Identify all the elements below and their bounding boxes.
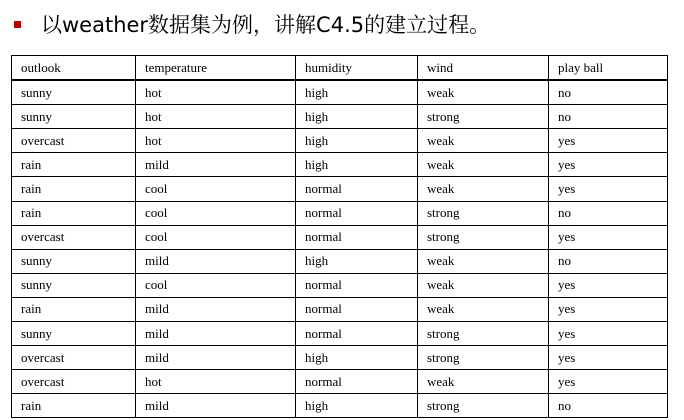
table-row bbox=[12, 273, 668, 297]
cell-play-ball: no bbox=[549, 201, 668, 225]
cell-temperature: cool bbox=[136, 177, 296, 201]
cell-play-ball: yes bbox=[549, 322, 668, 346]
cell-play-ball: no bbox=[549, 80, 668, 105]
cell-outlook: overcast bbox=[12, 225, 136, 249]
slide-heading bbox=[10, 8, 490, 40]
table-row bbox=[12, 346, 668, 370]
cell-wind: weak bbox=[418, 129, 549, 153]
cell-temperature: mild bbox=[136, 249, 296, 273]
table-row bbox=[12, 249, 668, 273]
cell-humidity: high bbox=[296, 80, 418, 105]
cell-temperature: hot bbox=[136, 129, 296, 153]
table-row bbox=[12, 370, 668, 394]
cell-outlook: sunny bbox=[12, 249, 136, 273]
cell-temperature: cool bbox=[136, 273, 296, 297]
cell-play-ball: yes bbox=[549, 346, 668, 370]
cell-wind: strong bbox=[418, 201, 549, 225]
cell-humidity: normal bbox=[296, 225, 418, 249]
table-row bbox=[12, 129, 668, 153]
cell-outlook: sunny bbox=[12, 273, 136, 297]
cell-temperature: hot bbox=[136, 80, 296, 105]
cell-play-ball: yes bbox=[549, 129, 668, 153]
cell-play-ball: yes bbox=[549, 225, 668, 249]
square-bullet-icon bbox=[14, 21, 21, 28]
cell-humidity: high bbox=[296, 249, 418, 273]
cell-wind: weak bbox=[418, 177, 549, 201]
column-header-outlook: outlook bbox=[12, 56, 136, 81]
cell-outlook: overcast bbox=[12, 129, 136, 153]
cell-humidity: high bbox=[296, 346, 418, 370]
cell-humidity: high bbox=[296, 129, 418, 153]
cell-temperature: hot bbox=[136, 370, 296, 394]
cell-wind: weak bbox=[418, 80, 549, 105]
cell-outlook: sunny bbox=[12, 80, 136, 105]
cell-outlook: rain bbox=[12, 177, 136, 201]
table-header bbox=[12, 56, 668, 81]
cell-temperature: mild bbox=[136, 394, 296, 418]
cell-temperature: mild bbox=[136, 346, 296, 370]
cell-wind: strong bbox=[418, 322, 549, 346]
column-header-wind: wind bbox=[418, 56, 549, 81]
cell-wind: strong bbox=[418, 346, 549, 370]
cell-temperature: mild bbox=[136, 322, 296, 346]
column-header-temperature: temperature bbox=[136, 56, 296, 81]
cell-humidity: normal bbox=[296, 201, 418, 225]
table-row bbox=[12, 80, 668, 105]
cell-temperature: cool bbox=[136, 225, 296, 249]
cell-wind: weak bbox=[418, 370, 549, 394]
table-row bbox=[12, 153, 668, 177]
cell-wind: strong bbox=[418, 394, 549, 418]
heading-text: 以weather数据集为例，讲解C4.5的建立过程。 bbox=[41, 13, 491, 37]
cell-humidity: normal bbox=[296, 322, 418, 346]
cell-humidity: normal bbox=[296, 177, 418, 201]
cell-wind: strong bbox=[418, 105, 549, 129]
cell-outlook: rain bbox=[12, 201, 136, 225]
cell-temperature: cool bbox=[136, 201, 296, 225]
cell-temperature: mild bbox=[136, 153, 296, 177]
table-row bbox=[12, 177, 668, 201]
cell-play-ball: no bbox=[549, 394, 668, 418]
cell-outlook: sunny bbox=[12, 322, 136, 346]
cell-humidity: normal bbox=[296, 370, 418, 394]
cell-temperature: mild bbox=[136, 297, 296, 321]
cell-wind: strong bbox=[418, 225, 549, 249]
cell-play-ball: no bbox=[549, 105, 668, 129]
column-header-humidity: humidity bbox=[296, 56, 418, 81]
cell-wind: weak bbox=[418, 273, 549, 297]
cell-wind: weak bbox=[418, 297, 549, 321]
cell-outlook: overcast bbox=[12, 346, 136, 370]
header-row bbox=[12, 56, 668, 81]
cell-outlook: rain bbox=[12, 297, 136, 321]
cell-humidity: high bbox=[296, 105, 418, 129]
cell-humidity: normal bbox=[296, 297, 418, 321]
table-body bbox=[12, 80, 668, 418]
table-row bbox=[12, 201, 668, 225]
cell-temperature: hot bbox=[136, 105, 296, 129]
table-row bbox=[12, 322, 668, 346]
cell-wind: weak bbox=[418, 249, 549, 273]
table-row bbox=[12, 225, 668, 249]
cell-play-ball: yes bbox=[549, 153, 668, 177]
table-row bbox=[12, 394, 668, 418]
cell-play-ball: no bbox=[549, 249, 668, 273]
cell-outlook: sunny bbox=[12, 105, 136, 129]
cell-play-ball: yes bbox=[549, 297, 668, 321]
cell-outlook: rain bbox=[12, 153, 136, 177]
table-row bbox=[12, 297, 668, 321]
cell-humidity: normal bbox=[296, 273, 418, 297]
table-row bbox=[12, 105, 668, 129]
cell-outlook: rain bbox=[12, 394, 136, 418]
cell-play-ball: yes bbox=[549, 273, 668, 297]
column-header-play-ball: play ball bbox=[549, 56, 668, 81]
cell-wind: weak bbox=[418, 153, 549, 177]
cell-humidity: high bbox=[296, 153, 418, 177]
cell-play-ball: yes bbox=[549, 177, 668, 201]
cell-play-ball: yes bbox=[549, 370, 668, 394]
cell-outlook: overcast bbox=[12, 370, 136, 394]
cell-humidity: high bbox=[296, 394, 418, 418]
weather-data-table bbox=[11, 55, 668, 418]
